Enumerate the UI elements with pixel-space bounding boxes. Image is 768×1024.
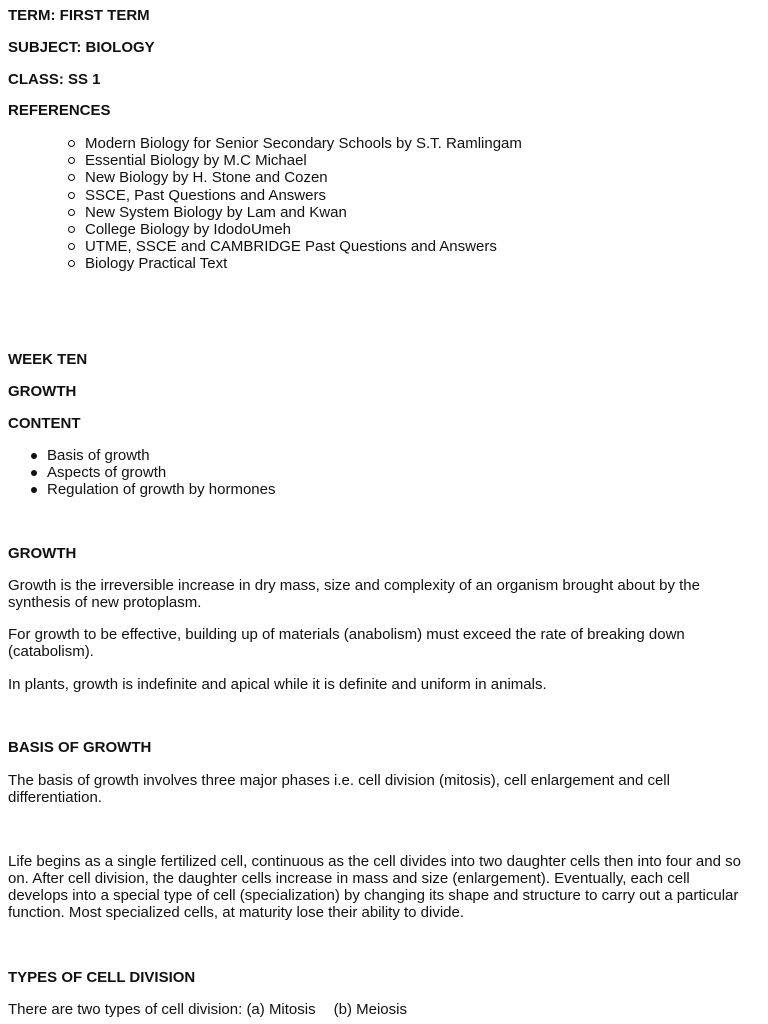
term-heading: TERM: FIRST TERM bbox=[8, 7, 150, 24]
content-heading: CONTENT bbox=[8, 415, 81, 432]
topic-heading: GROWTH bbox=[8, 383, 77, 400]
week-heading: WEEK TEN bbox=[8, 351, 88, 368]
references-list bbox=[85, 135, 522, 273]
growth-condition-paragraph: For growth to be effective, building up of materials (anabolism) must exceed the rate of breaking down (catabolism). bbox=[8, 626, 685, 660]
growth-definition-paragraph: Growth is the irreversible increase in dry mass, size and complexity of an organism brought about by the synthesis of new protoplasm. bbox=[8, 577, 700, 611]
growth-heading: GROWTH bbox=[8, 545, 77, 562]
cell-division-heading: TYPES OF CELL DIVISION bbox=[8, 969, 196, 986]
reference-item: SSCE, Past Questions and Answers bbox=[85, 187, 522, 204]
cell-division-types-paragraph bbox=[8, 1001, 753, 1018]
reference-item: College Biology by IdodoUmeh bbox=[85, 221, 522, 238]
content-item: Aspects of growth bbox=[47, 464, 275, 481]
growth-plants-animals-paragraph: In plants, growth is indefinite and apical while it is definite and uniform in animals. bbox=[8, 676, 547, 693]
reference-item: UTME, SSCE and CAMBRIDGE Past Questions and Answers bbox=[85, 238, 522, 255]
cell-division-option-b: (b) Meiosis bbox=[333, 1001, 407, 1018]
class-heading: CLASS: SS 1 bbox=[8, 71, 101, 88]
basis-heading: BASIS OF GROWTH bbox=[8, 739, 152, 756]
content-list bbox=[47, 447, 275, 499]
reference-item: Biology Practical Text bbox=[85, 255, 522, 272]
basis-phases-paragraph: The basis of growth involves three major phases i.e. cell division (mitosis), cell enlargement and cell differentiation. bbox=[8, 772, 670, 806]
content-item: Basis of growth bbox=[47, 447, 275, 464]
reference-item: New System Biology by Lam and Kwan bbox=[85, 204, 522, 221]
reference-item: Modern Biology for Senior Secondary Schools by S.T. Ramlingam bbox=[85, 135, 522, 152]
reference-item: New Biology by H. Stone and Cozen bbox=[85, 169, 522, 186]
content-item: Regulation of growth by hormones bbox=[47, 481, 276, 499]
references-heading: REFERENCES bbox=[8, 102, 111, 119]
cell-division-intro: There are two types of cell division: (a) Mitosis bbox=[8, 1001, 316, 1018]
reference-item: Essential Biology by M.C Michael bbox=[85, 152, 522, 169]
subject-heading: SUBJECT: BIOLOGY bbox=[8, 39, 155, 56]
basis-life-paragraph: Life begins as a single fertilized cell, continuous as the cell divides into two daughter cells then into four and so on. After cell division, the daughter cells increase in mass and size (enlargement). Eventually, each cell develops into a special type of cell (specialization) by changing its shape and structure to carry out a particular function. Most specialized cells, at maturity lose their ability to divide. bbox=[8, 853, 741, 921]
